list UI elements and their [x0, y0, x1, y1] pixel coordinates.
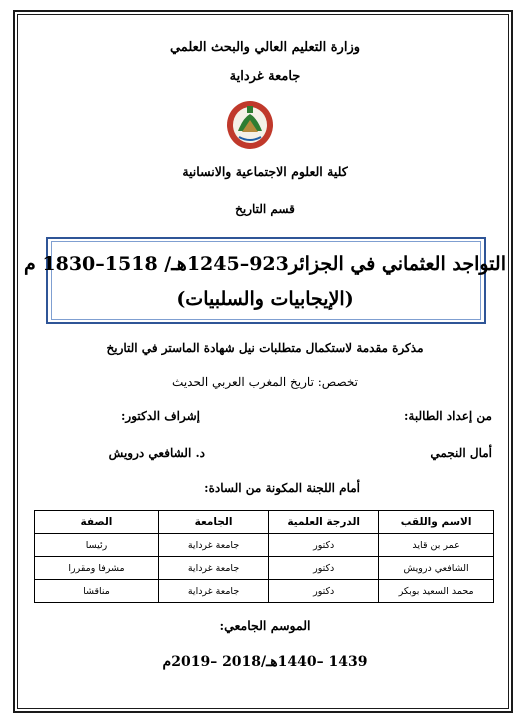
member-name: الشافعي درويش — [379, 557, 494, 580]
academic-year-label: الموسم الجامعي: — [219, 618, 311, 633]
academic-year-value: 1439 –1440هـ/2018 –2019م — [162, 654, 368, 670]
thesis-title: التواجد العثماني في الجزائر923–1245هـ/ 1518–1830 م — [24, 253, 506, 275]
degree-statement: مذكرة مقدمة لاستكمال متطلبات نيل شهادة الماستر في التاريخ — [106, 341, 424, 355]
university-seal-icon — [225, 98, 275, 150]
supervisor-name: د. الشافعي درويش — [108, 446, 205, 460]
committee-intro: أمام اللجنة المكونة من السادة: — [204, 481, 360, 495]
member-university: جامعة غرداية — [158, 580, 268, 603]
column-header-rank: الدرجة العلمية — [269, 511, 379, 534]
member-rank: دكتور — [269, 580, 379, 603]
member-name: محمد السعيد بوبكر — [379, 580, 494, 603]
column-header-university: الجامعة — [158, 511, 268, 534]
table-row — [35, 534, 494, 557]
committee-table — [34, 510, 494, 603]
member-role: رئيسا — [35, 534, 159, 557]
member-role: مناقشا — [35, 580, 159, 603]
ministry-name: وزارة التعليم العالي والبحث العلمي — [169, 40, 361, 55]
student-name: أمال النجمي — [430, 446, 492, 460]
member-name: عمر بن قايد — [379, 534, 494, 557]
member-rank: دكتور — [269, 557, 379, 580]
faculty-name: كلية العلوم الاجتماعية والانسانية — [182, 164, 348, 179]
member-rank: دكتور — [269, 534, 379, 557]
department-name: قسم التاريخ — [235, 202, 295, 216]
table-row — [35, 580, 494, 603]
member-role: مشرفا ومقررا — [35, 557, 159, 580]
prepared-by-label: من إعداد الطالبة: — [403, 409, 492, 423]
supervisor-label: إشراف الدكتور: — [120, 409, 200, 423]
table-header-row — [35, 511, 494, 534]
column-header-role: الصفة — [35, 511, 159, 534]
member-university: جامعة غرداية — [158, 534, 268, 557]
specialty: تخصص: تاريخ المغرب العربي الحديث — [172, 375, 358, 389]
thesis-subtitle-parenthetical: (الإيجابيات والسلبيات) — [176, 288, 354, 310]
member-university: جامعة غرداية — [158, 557, 268, 580]
column-header-name: الاسم واللقب — [379, 511, 494, 534]
university-name: جامعة غرداية — [229, 69, 301, 84]
table-row — [35, 557, 494, 580]
